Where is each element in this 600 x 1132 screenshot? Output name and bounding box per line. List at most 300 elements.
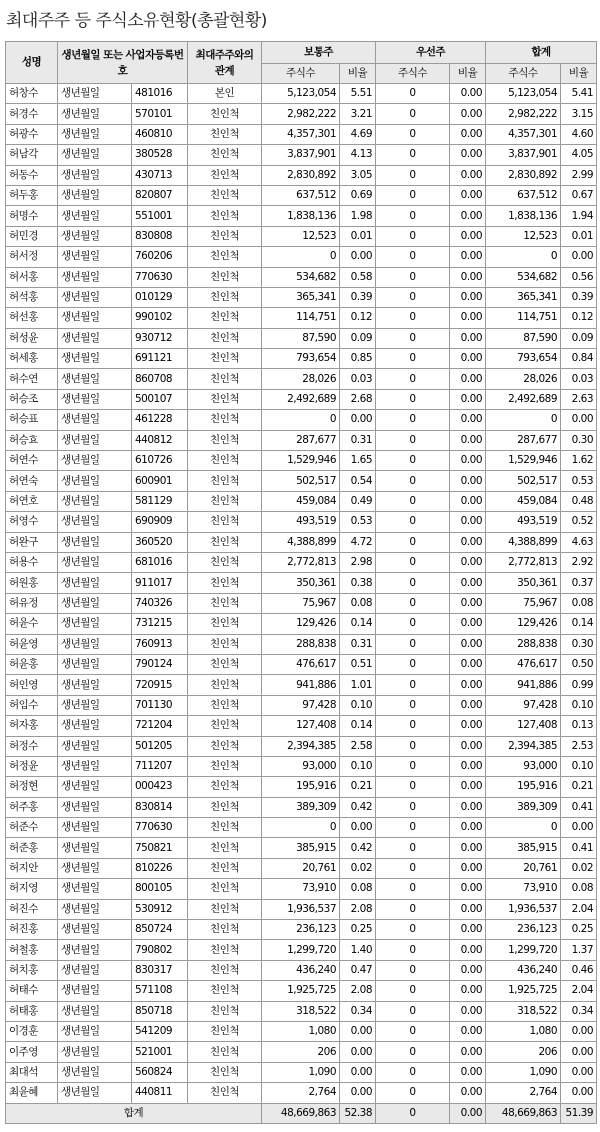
cell-common-shares: 287,677 [262, 430, 340, 450]
table-row [6, 1042, 597, 1062]
cell-birth-type: 생년월일 [58, 410, 132, 430]
cell-birth-number: 530912 [132, 899, 188, 919]
cell-pref-ratio: 0.00 [450, 573, 486, 593]
cell-total-ratio: 0.03 [561, 369, 597, 389]
cell-relation: 친인척 [188, 858, 262, 878]
cell-name: 허명수 [6, 206, 58, 226]
cell-common-shares: 941,886 [262, 675, 340, 695]
cell-birth-type: 생년월일 [58, 124, 132, 144]
cell-common-ratio: 1.65 [340, 451, 376, 471]
cell-common-ratio: 0.54 [340, 471, 376, 491]
cell-common-ratio: 2.68 [340, 389, 376, 409]
table-row [6, 410, 597, 430]
cell-total-ratio: 0.34 [561, 1001, 597, 1021]
cell-pref-shares: 0 [376, 369, 450, 389]
cell-name: 허연숙 [6, 471, 58, 491]
cell-total-ratio: 0.56 [561, 267, 597, 287]
cell-pref-ratio: 0.00 [450, 797, 486, 817]
cell-birth-number: 830814 [132, 797, 188, 817]
cell-name: 허인영 [6, 675, 58, 695]
cell-name: 허철홍 [6, 940, 58, 960]
cell-common-shares: 20,761 [262, 858, 340, 878]
cell-birth-type: 생년월일 [58, 1001, 132, 1021]
cell-pref-ratio: 0.00 [450, 532, 486, 552]
cell-common-ratio: 0.42 [340, 838, 376, 858]
cell-pref-ratio: 0.00 [450, 389, 486, 409]
cell-pref-shares: 0 [376, 593, 450, 613]
cell-total-ratio: 2.04 [561, 981, 597, 1001]
table-row [6, 1021, 597, 1041]
cell-pref-ratio: 0.00 [450, 226, 486, 246]
cell-total-shares: 1,299,720 [486, 940, 561, 960]
cell-name: 허동수 [6, 165, 58, 185]
cell-pref-ratio: 0.00 [450, 736, 486, 756]
cell-birth-number: 701130 [132, 695, 188, 715]
cell-birth-number: 481016 [132, 84, 188, 104]
cell-pref-shares: 0 [376, 451, 450, 471]
table-row [6, 838, 597, 858]
cell-relation: 친인척 [188, 247, 262, 267]
cell-common-shares: 436,240 [262, 960, 340, 980]
cell-pref-ratio: 0.00 [450, 124, 486, 144]
header-common-ratio: 비율 [340, 64, 376, 84]
cell-name: 허정윤 [6, 756, 58, 776]
cell-total-ratio: 2.63 [561, 389, 597, 409]
cell-pref-shares: 0 [376, 512, 450, 532]
cell-common-ratio: 0.01 [340, 226, 376, 246]
cell-relation: 친인척 [188, 185, 262, 205]
cell-total-ratio: 5.41 [561, 84, 597, 104]
cell-birth-number: 541209 [132, 1021, 188, 1041]
cell-pref-ratio: 0.00 [450, 145, 486, 165]
cell-birth-number: 430713 [132, 165, 188, 185]
table-row [6, 879, 597, 899]
cell-birth-type: 생년월일 [58, 1042, 132, 1062]
cell-total-shares: 1,838,136 [486, 206, 561, 226]
cell-birth-type: 생년월일 [58, 267, 132, 287]
cell-name: 허자홍 [6, 716, 58, 736]
cell-relation: 친인척 [188, 838, 262, 858]
cell-birth-number: 990102 [132, 308, 188, 328]
cell-pref-ratio: 0.00 [450, 716, 486, 736]
cell-birth-type: 생년월일 [58, 940, 132, 960]
header-common-shares: 주식수 [262, 64, 340, 84]
cell-pref-ratio: 0.00 [450, 328, 486, 348]
cell-total-shares: 20,761 [486, 858, 561, 878]
cell-total-ratio: 0.41 [561, 797, 597, 817]
cell-birth-number: 600901 [132, 471, 188, 491]
cell-total-ratio: 4.60 [561, 124, 597, 144]
cell-total-shares: 389,309 [486, 797, 561, 817]
cell-common-shares: 87,590 [262, 328, 340, 348]
cell-common-ratio: 0.12 [340, 308, 376, 328]
cell-pref-ratio: 0.00 [450, 920, 486, 940]
cell-birth-number: 500107 [132, 389, 188, 409]
table-row [6, 634, 597, 654]
cell-relation: 친인척 [188, 1042, 262, 1062]
table-row [6, 247, 597, 267]
cell-birth-type: 생년월일 [58, 349, 132, 369]
header-common: 보통주 [262, 42, 376, 64]
cell-pref-ratio: 0.00 [450, 267, 486, 287]
cell-pref-ratio: 0.00 [450, 940, 486, 960]
cell-common-ratio: 1.98 [340, 206, 376, 226]
cell-total-shares: 459,084 [486, 491, 561, 511]
cell-common-shares: 3,837,901 [262, 145, 340, 165]
cell-pref-shares: 0 [376, 777, 450, 797]
cell-common-shares: 385,915 [262, 838, 340, 858]
cell-common-shares: 2,982,222 [262, 104, 340, 124]
table-row [6, 308, 597, 328]
cell-birth-type: 생년월일 [58, 675, 132, 695]
cell-common-shares: 502,517 [262, 471, 340, 491]
cell-pref-ratio: 0.00 [450, 1042, 486, 1062]
cell-pref-ratio: 0.00 [450, 369, 486, 389]
cell-pref-ratio: 0.00 [450, 818, 486, 838]
table-row [6, 471, 597, 491]
cell-relation: 친인척 [188, 451, 262, 471]
cell-relation: 친인척 [188, 777, 262, 797]
table-row [6, 124, 597, 144]
cell-birth-number: 000423 [132, 777, 188, 797]
cell-common-shares: 318,522 [262, 1001, 340, 1021]
cell-relation: 친인척 [188, 1021, 262, 1041]
cell-common-ratio: 1.01 [340, 675, 376, 695]
cell-pref-shares: 0 [376, 430, 450, 450]
cell-birth-number: 760913 [132, 634, 188, 654]
cell-common-ratio: 0.00 [340, 1021, 376, 1041]
cell-common-ratio: 0.00 [340, 818, 376, 838]
cell-relation: 본인 [188, 84, 262, 104]
cell-birth-number: 010129 [132, 287, 188, 307]
cell-name: 허연호 [6, 491, 58, 511]
cell-pref-shares: 0 [376, 736, 450, 756]
cell-common-shares: 493,519 [262, 512, 340, 532]
cell-birth-type: 생년월일 [58, 185, 132, 205]
cell-birth-type: 생년월일 [58, 369, 132, 389]
cell-relation: 친인척 [188, 1001, 262, 1021]
cell-common-shares: 2,830,892 [262, 165, 340, 185]
cell-common-ratio: 0.14 [340, 716, 376, 736]
cell-total-ratio: 0.48 [561, 491, 597, 511]
header-total-shares: 주식수 [486, 64, 561, 84]
cell-total-ratio: 0.25 [561, 920, 597, 940]
cell-birth-type: 생년월일 [58, 1021, 132, 1041]
cell-common-ratio: 1.40 [340, 940, 376, 960]
cell-birth-number: 461228 [132, 410, 188, 430]
cell-birth-number: 790802 [132, 940, 188, 960]
cell-pref-shares: 0 [376, 491, 450, 511]
cell-common-shares: 637,512 [262, 185, 340, 205]
cell-relation: 친인척 [188, 1083, 262, 1103]
cell-pref-shares: 0 [376, 614, 450, 634]
cell-pref-ratio: 0.00 [450, 1001, 486, 1021]
cell-birth-type: 생년월일 [58, 491, 132, 511]
cell-relation: 친인척 [188, 573, 262, 593]
cell-birth-number: 360520 [132, 532, 188, 552]
cell-relation: 친인척 [188, 593, 262, 613]
cell-total-shares: 2,394,385 [486, 736, 561, 756]
cell-total-shares: 0 [486, 410, 561, 430]
cell-pref-ratio: 0.00 [450, 899, 486, 919]
cell-common-ratio: 0.09 [340, 328, 376, 348]
cell-relation: 친인척 [188, 491, 262, 511]
cell-birth-number: 521001 [132, 1042, 188, 1062]
cell-birth-type: 생년월일 [58, 532, 132, 552]
cell-birth-number: 571108 [132, 981, 188, 1001]
cell-name: 허민경 [6, 226, 58, 246]
cell-birth-number: 551001 [132, 206, 188, 226]
cell-common-shares: 206 [262, 1042, 340, 1062]
cell-name: 허정현 [6, 777, 58, 797]
cell-relation: 친인척 [188, 756, 262, 776]
cell-relation: 친인척 [188, 104, 262, 124]
cell-total-shares: 502,517 [486, 471, 561, 491]
cell-name: 허원홍 [6, 573, 58, 593]
cell-birth-type: 생년월일 [58, 1083, 132, 1103]
cell-birth-number: 810226 [132, 858, 188, 878]
cell-common-ratio: 0.10 [340, 695, 376, 715]
cell-birth-type: 생년월일 [58, 716, 132, 736]
cell-name: 허서정 [6, 247, 58, 267]
cell-birth-number: 581129 [132, 491, 188, 511]
cell-pref-ratio: 0.00 [450, 981, 486, 1001]
table-row [6, 756, 597, 776]
cell-common-ratio: 0.08 [340, 593, 376, 613]
cell-pref-shares: 0 [376, 756, 450, 776]
cell-pref-shares: 0 [376, 838, 450, 858]
cell-pref-ratio: 0.00 [450, 512, 486, 532]
cell-birth-type: 생년월일 [58, 430, 132, 450]
cell-pref-shares: 0 [376, 247, 450, 267]
cell-common-shares: 1,925,725 [262, 981, 340, 1001]
cell-total-shares: 0 [486, 247, 561, 267]
total-total-ratio: 51.39 [561, 1103, 597, 1123]
cell-total-shares: 2,830,892 [486, 165, 561, 185]
cell-total-ratio: 0.50 [561, 654, 597, 674]
cell-name: 허유정 [6, 593, 58, 613]
cell-common-shares: 0 [262, 818, 340, 838]
cell-common-shares: 1,529,946 [262, 451, 340, 471]
table-row [6, 532, 597, 552]
header-name: 성명 [6, 42, 58, 84]
cell-birth-number: 790124 [132, 654, 188, 674]
cell-birth-number: 691121 [132, 349, 188, 369]
cell-pref-shares: 0 [376, 1062, 450, 1082]
cell-relation: 친인척 [188, 512, 262, 532]
cell-birth-type: 생년월일 [58, 247, 132, 267]
cell-common-shares: 4,388,899 [262, 532, 340, 552]
cell-total-shares: 4,388,899 [486, 532, 561, 552]
cell-total-shares: 236,123 [486, 920, 561, 940]
cell-name: 허용수 [6, 552, 58, 572]
total-row [6, 1103, 597, 1123]
table-row [6, 716, 597, 736]
cell-common-ratio: 0.03 [340, 369, 376, 389]
cell-pref-shares: 0 [376, 308, 450, 328]
cell-total-ratio: 0.01 [561, 226, 597, 246]
cell-pref-shares: 0 [376, 165, 450, 185]
cell-pref-shares: 0 [376, 1001, 450, 1021]
cell-name: 허태홍 [6, 1001, 58, 1021]
cell-common-shares: 459,084 [262, 491, 340, 511]
table-row [6, 185, 597, 205]
cell-relation: 친인척 [188, 614, 262, 634]
cell-common-ratio: 4.69 [340, 124, 376, 144]
cell-name: 허경수 [6, 104, 58, 124]
cell-total-ratio: 0.52 [561, 512, 597, 532]
table-row [6, 328, 597, 348]
cell-pref-ratio: 0.00 [450, 614, 486, 634]
cell-name: 허윤수 [6, 614, 58, 634]
cell-total-ratio: 0.41 [561, 838, 597, 858]
cell-relation: 친인척 [188, 695, 262, 715]
table-row [6, 1062, 597, 1082]
cell-relation: 친인척 [188, 818, 262, 838]
cell-pref-ratio: 0.00 [450, 960, 486, 980]
cell-birth-type: 생년월일 [58, 84, 132, 104]
cell-total-shares: 2,772,813 [486, 552, 561, 572]
cell-total-shares: 129,426 [486, 614, 561, 634]
cell-common-shares: 97,428 [262, 695, 340, 715]
cell-common-shares: 28,026 [262, 369, 340, 389]
cell-birth-type: 생년월일 [58, 573, 132, 593]
cell-total-shares: 1,080 [486, 1021, 561, 1041]
header-total: 합계 [486, 42, 597, 64]
cell-relation: 친인척 [188, 145, 262, 165]
cell-pref-shares: 0 [376, 654, 450, 674]
cell-birth-number: 911017 [132, 573, 188, 593]
total-common-ratio: 52.38 [340, 1103, 376, 1123]
cell-common-shares: 2,394,385 [262, 736, 340, 756]
cell-common-ratio: 0.34 [340, 1001, 376, 1021]
cell-birth-type: 생년월일 [58, 960, 132, 980]
cell-pref-ratio: 0.00 [450, 451, 486, 471]
cell-pref-ratio: 0.00 [450, 247, 486, 267]
total-pref-ratio: 0.00 [450, 1103, 486, 1123]
cell-pref-ratio: 0.00 [450, 1083, 486, 1103]
table-row [6, 593, 597, 613]
cell-name: 허치홍 [6, 960, 58, 980]
cell-total-ratio: 0.08 [561, 879, 597, 899]
cell-name: 허연수 [6, 451, 58, 471]
cell-name: 허지영 [6, 879, 58, 899]
cell-total-ratio: 0.00 [561, 1062, 597, 1082]
cell-birth-type: 생년월일 [58, 797, 132, 817]
cell-total-ratio: 0.84 [561, 349, 597, 369]
cell-relation: 친인척 [188, 369, 262, 389]
cell-common-shares: 0 [262, 410, 340, 430]
cell-total-shares: 1,936,537 [486, 899, 561, 919]
cell-common-shares: 365,341 [262, 287, 340, 307]
cell-relation: 친인척 [188, 226, 262, 246]
table-row [6, 899, 597, 919]
header-relation: 최대주주와의 관계 [188, 42, 262, 84]
cell-birth-type: 생년월일 [58, 858, 132, 878]
header-preferred: 우선주 [376, 42, 486, 64]
cell-pref-ratio: 0.00 [450, 593, 486, 613]
header-pref-shares: 주식수 [376, 64, 450, 84]
cell-name: 허창수 [6, 84, 58, 104]
table-row [6, 797, 597, 817]
total-common-shares: 48,669,863 [262, 1103, 340, 1123]
cell-pref-ratio: 0.00 [450, 777, 486, 797]
cell-common-shares: 350,361 [262, 573, 340, 593]
cell-pref-shares: 0 [376, 410, 450, 430]
cell-birth-number: 460810 [132, 124, 188, 144]
cell-total-ratio: 0.37 [561, 573, 597, 593]
cell-common-ratio: 0.49 [340, 491, 376, 511]
cell-total-shares: 114,751 [486, 308, 561, 328]
cell-total-ratio: 0.00 [561, 818, 597, 838]
cell-pref-ratio: 0.00 [450, 491, 486, 511]
cell-birth-type: 생년월일 [58, 879, 132, 899]
cell-pref-shares: 0 [376, 349, 450, 369]
cell-birth-number: 711207 [132, 756, 188, 776]
header-pref-ratio: 비율 [450, 64, 486, 84]
cell-total-ratio: 4.63 [561, 532, 597, 552]
cell-total-shares: 3,837,901 [486, 145, 561, 165]
cell-pref-ratio: 0.00 [450, 552, 486, 572]
cell-common-ratio: 0.00 [340, 1062, 376, 1082]
cell-pref-ratio: 0.00 [450, 1021, 486, 1041]
cell-birth-number: 380528 [132, 145, 188, 165]
cell-relation: 친인척 [188, 879, 262, 899]
cell-pref-shares: 0 [376, 185, 450, 205]
cell-name: 허승표 [6, 410, 58, 430]
table-row [6, 84, 597, 104]
cell-common-shares: 1,090 [262, 1062, 340, 1082]
cell-name: 허두홍 [6, 185, 58, 205]
cell-common-ratio: 2.98 [340, 552, 376, 572]
cell-common-ratio: 0.02 [340, 858, 376, 878]
cell-total-ratio: 1.37 [561, 940, 597, 960]
cell-pref-ratio: 0.00 [450, 838, 486, 858]
cell-common-ratio: 0.39 [340, 287, 376, 307]
cell-relation: 친인척 [188, 471, 262, 491]
cell-relation: 친인척 [188, 267, 262, 287]
cell-pref-shares: 0 [376, 818, 450, 838]
cell-common-ratio: 0.14 [340, 614, 376, 634]
cell-birth-number: 560824 [132, 1062, 188, 1082]
cell-birth-number: 760206 [132, 247, 188, 267]
table-row [6, 920, 597, 940]
cell-birth-type: 생년월일 [58, 777, 132, 797]
cell-pref-shares: 0 [376, 634, 450, 654]
cell-birth-number: 570101 [132, 104, 188, 124]
cell-common-ratio: 0.08 [340, 879, 376, 899]
cell-total-ratio: 0.02 [561, 858, 597, 878]
cell-pref-shares: 0 [376, 104, 450, 124]
cell-name: 허서홍 [6, 267, 58, 287]
cell-relation: 친인척 [188, 797, 262, 817]
cell-pref-ratio: 0.00 [450, 858, 486, 878]
cell-total-ratio: 0.10 [561, 695, 597, 715]
cell-birth-number: 610726 [132, 451, 188, 471]
cell-relation: 친인척 [188, 124, 262, 144]
cell-birth-number: 740326 [132, 593, 188, 613]
cell-birth-number: 731215 [132, 614, 188, 634]
cell-relation: 친인척 [188, 634, 262, 654]
cell-name: 허수연 [6, 369, 58, 389]
table-row [6, 451, 597, 471]
cell-common-shares: 0 [262, 247, 340, 267]
cell-total-shares: 534,682 [486, 267, 561, 287]
cell-total-shares: 206 [486, 1042, 561, 1062]
cell-relation: 친인척 [188, 328, 262, 348]
cell-common-ratio: 0.47 [340, 960, 376, 980]
cell-common-ratio: 0.85 [340, 349, 376, 369]
